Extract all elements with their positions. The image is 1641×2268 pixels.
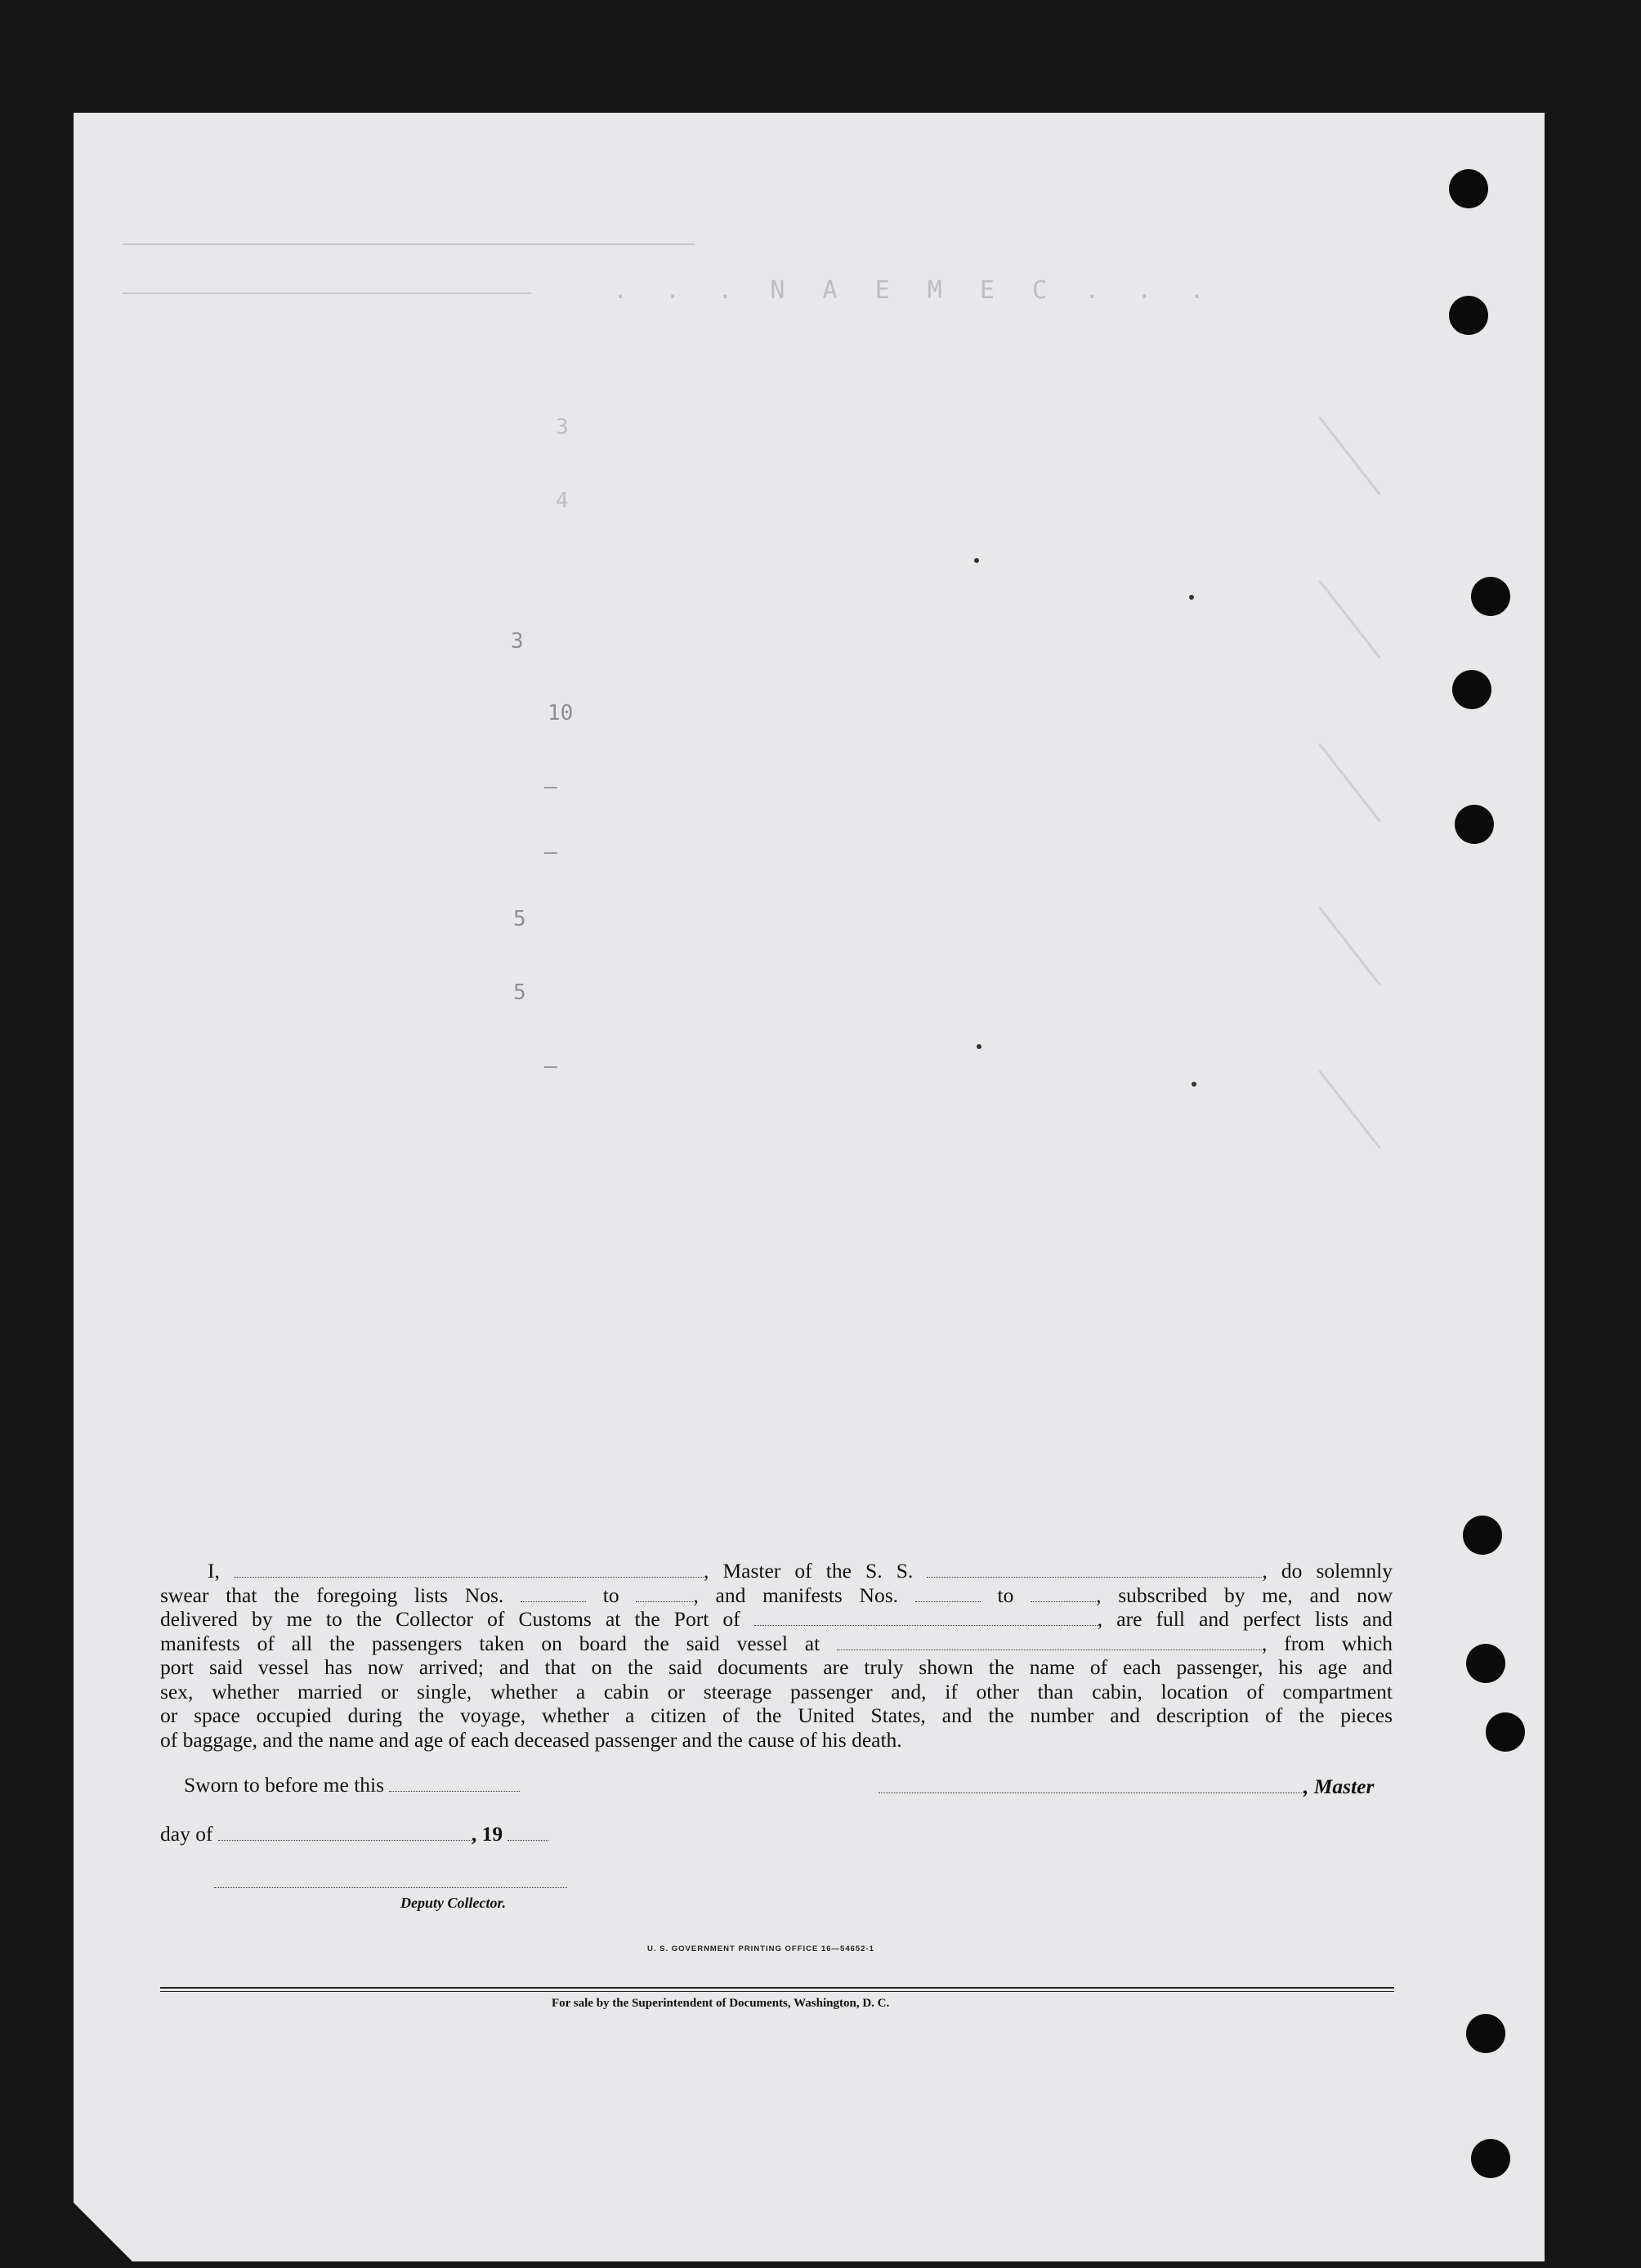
bleed-through-number: 3 [556, 415, 569, 440]
bleed-through-number: – [544, 840, 557, 864]
bleed-through-header: . . . N A E M E C . . . [613, 276, 1216, 305]
bleed-through-number: 5 [513, 907, 526, 931]
punch-hole [1449, 296, 1488, 335]
blank-port [754, 1610, 1098, 1626]
bleed-through-number: 10 [548, 701, 574, 725]
oath-text: manifests of all the passengers taken on board the said vessel at [160, 1631, 820, 1655]
folded-corner [74, 2203, 132, 2261]
blank-departure-port [837, 1635, 1262, 1650]
oath-text: , do solemnly [1262, 1559, 1393, 1583]
blank-month [218, 1825, 472, 1841]
bleed-through-checkmark [1318, 907, 1380, 985]
oath-line [160, 1607, 1393, 1632]
blank-year [508, 1825, 548, 1841]
sale-notice: For sale by the Superintendent of Documents, Washington, D. C. [552, 1997, 890, 2010]
oath-line [160, 1632, 1393, 1656]
ink-speck [1189, 595, 1194, 600]
oath-line [160, 1559, 1393, 1583]
deputy-row [214, 1869, 567, 1894]
punch-hole [1471, 577, 1510, 616]
oath-text: , Master of the S. S. [704, 1559, 914, 1583]
punch-hole [1466, 2014, 1505, 2053]
blank-list-to [636, 1587, 693, 1602]
oath-text: I, [208, 1559, 220, 1583]
ink-speck [977, 1044, 981, 1049]
ink-speck [974, 558, 979, 563]
blank-master-name [234, 1562, 704, 1578]
ink-speck [1192, 1082, 1196, 1087]
blank-ship-name [927, 1562, 1262, 1578]
bleed-through-number: 3 [511, 629, 524, 654]
footer-rule [160, 1991, 1394, 1992]
oath-line: of baggage, and the name and age of each deceased passenger and the cause of his death. [160, 1727, 902, 1752]
year-label: , 19 [471, 1822, 503, 1846]
document-page [74, 113, 1545, 2261]
oath-line: or space occupied during the voyage, whether a citizen of the United States, and the number and description of the pieces [160, 1703, 1393, 1727]
oath-paragraph [160, 1559, 1393, 1752]
punch-hole [1449, 169, 1488, 208]
printing-office-imprint: U. S. GOVERNMENT PRINTING OFFICE 16—54652-1 [647, 1944, 874, 1953]
punch-hole [1466, 1644, 1505, 1683]
bleed-through-checkmark [1318, 580, 1380, 659]
bleed-through-checkmark [1318, 743, 1380, 822]
oath-text: to [997, 1583, 1014, 1607]
oath-text: , from which [1262, 1631, 1393, 1655]
punch-hole [1486, 1712, 1525, 1752]
punch-hole [1452, 670, 1491, 709]
oath-text: to [602, 1583, 619, 1607]
oath-line: sex, whether married or single, whether a cabin or steerage passenger and, if other than cabin, location of compartment [160, 1679, 1393, 1703]
bleed-through-checkmark [1318, 1070, 1380, 1149]
day-of-label: day of [160, 1822, 213, 1846]
punch-hole [1463, 1516, 1502, 1555]
sworn-label: Sworn to before me this [184, 1773, 385, 1797]
bleed-through-line [123, 292, 531, 294]
day-of-row [160, 1822, 548, 1846]
blank-sworn-day [389, 1776, 520, 1792]
sworn-row [184, 1773, 520, 1797]
oath-text: , are full and perfect lists and [1097, 1607, 1393, 1631]
bleed-through-number: 4 [556, 489, 569, 513]
oath-text: swear that the foregoing lists Nos. [160, 1583, 504, 1607]
oath-line [160, 1583, 1393, 1608]
oath-text: delivered by me to the Collector of Customs at the Port of [160, 1607, 740, 1631]
blank-manifest-to [1031, 1587, 1096, 1602]
punch-hole [1471, 2139, 1510, 2178]
deputy-collector-label: Deputy Collector. [400, 1895, 506, 1911]
oath-line: port said vessel has now arrived; and that on the said documents are truly shown the name of each passenger, his age and [160, 1655, 1393, 1679]
bleed-through-number: 5 [513, 980, 526, 1005]
bleed-through-line [123, 243, 695, 245]
oath-text: , subscribed by me, and now [1096, 1583, 1393, 1607]
oath-text: , and manifests Nos. [693, 1583, 899, 1607]
blank-manifest-from [915, 1587, 981, 1602]
blank-deputy-signature [214, 1873, 567, 1888]
deputy-label-row [400, 1889, 506, 1913]
blank-list-from [521, 1587, 586, 1602]
bleed-through-number: – [544, 1054, 557, 1078]
bleed-through-number: – [544, 775, 557, 799]
master-label: , Master [1303, 1775, 1375, 1798]
footer-rule [160, 1987, 1394, 1989]
punch-hole [1455, 805, 1494, 844]
blank-master-signature [879, 1778, 1303, 1793]
bleed-through-checkmark [1318, 417, 1380, 495]
master-signature-row [879, 1775, 1374, 1799]
